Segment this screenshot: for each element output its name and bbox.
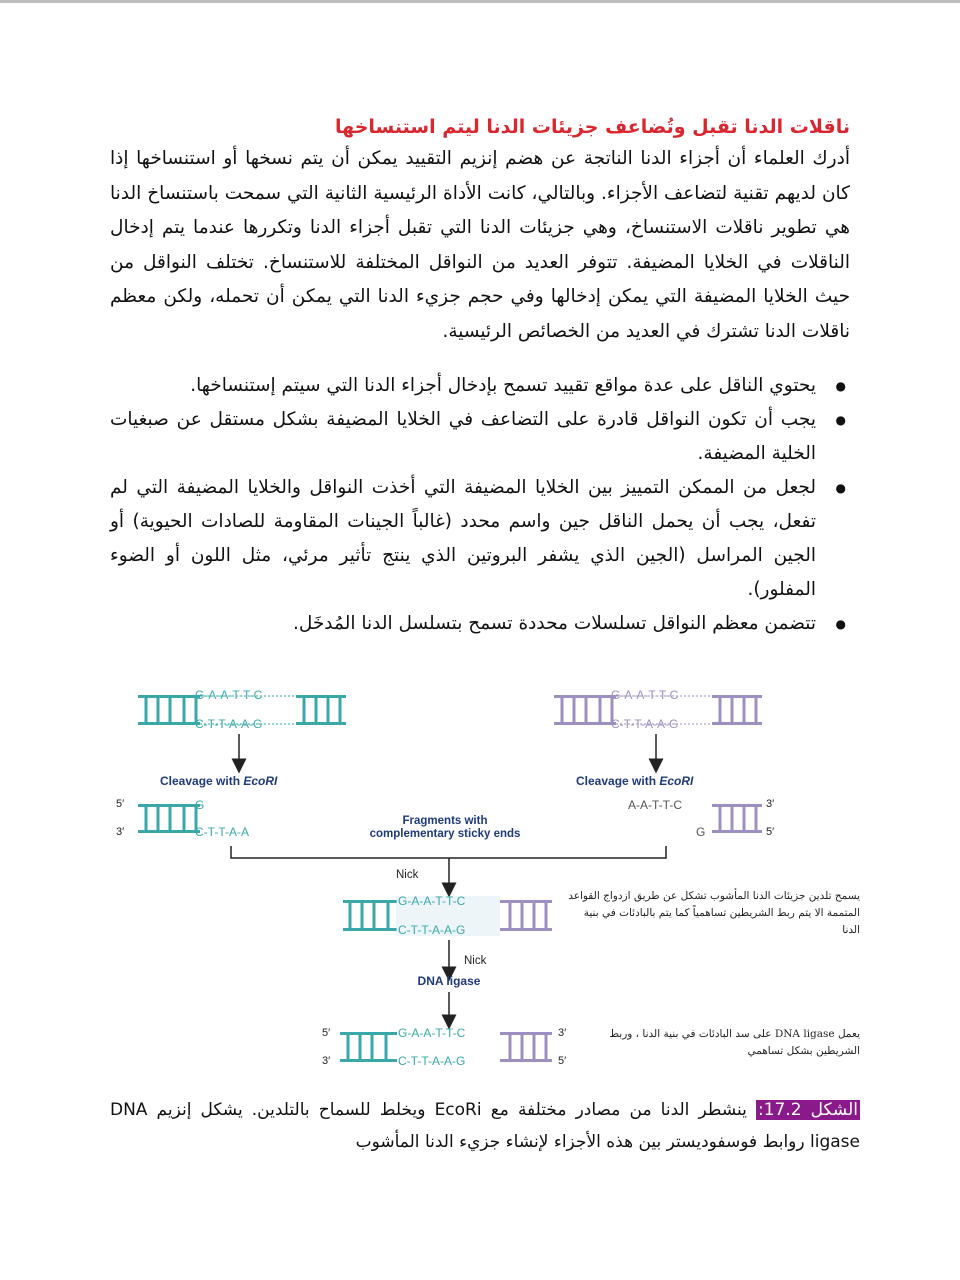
svg-text:C-T-T-A-A: C-T-T-A-A (195, 825, 249, 839)
bottom-sequence: C-T-T-A-A-G (195, 717, 263, 731)
intro-paragraph: أدرك العلماء أن أجزاء الدنا الناتجة عن هضم إنزيم التقييد يمكن أن يتم نسخها أو استنساخها إذا كان لديهم تقنية لتضاعف الأجزاء. وبالتالي، كانت الأداة الرئيسية الثانية التي سمحت باستنساخ الدنا هي تطوير ناقلات الاستنساخ، وهي جزيئات الدنا التي تقبل أجزاء الدنا وتكررها عندما يتم إدخال الناقلات في الخلايا المضيفة. تتوفر العديد من النواقل المختلفة للاستنساخ. تختلف النواقل من حيث الخلايا المضيفة التي يمكن إدخالها وفي حجم جزيء الدنا التي يمكن أن تحمله، ولكن معظم ناقلات الدنا تشترك في العديد من الخصائص الرئيسية. (110, 148, 850, 342)
svg-text:5′: 5′ (558, 1055, 567, 1067)
bottom-sequence: C-T-T-A-A-G (611, 717, 679, 731)
nick-label-bottom: Nick (464, 955, 487, 967)
nick-label-top: Nick (396, 869, 419, 881)
svg-text:C-T-T-A-A-G: C-T-T-A-A-G (398, 923, 466, 937)
list-item: ● يحتوي الناقل على عدة مواقع تقييد تسمح بإدخال أجزاء الدنا التي سيتم إستنساخها. (110, 369, 850, 403)
caption-label: الشكل 17.2: (757, 1100, 858, 1120)
svg-text:3′: 3′ (322, 1055, 331, 1067)
list-item: ● تتضمن معظم النواقل تسلسلات محددة تسمح بتسلسل الدنا المُدخَل. (110, 607, 850, 641)
ligated-dna (322, 1026, 566, 1068)
svg-text:5′: 5′ (116, 798, 125, 810)
fragments-label-line1: Fragments with (402, 815, 488, 827)
figure-diagram (100, 678, 870, 1078)
ecori-ligation-figure (100, 678, 870, 1078)
section-heading: ناقلات الدنا تقبل وتُضاعف جزيئات الدنا ليتم استنساخها (335, 116, 850, 138)
svg-text:G-A-A-T-T-C: G-A-A-T-T-C (398, 1026, 466, 1040)
list-item: ● يجب أن تكون النواقل قادرة على التضاعف في الخلايا المضيفة بشكل مستقل عن صبغيات الخلية المضيفة. (110, 403, 850, 471)
svg-text:G: G (696, 825, 706, 839)
left-fragment (116, 798, 249, 839)
figure-caption (110, 1094, 860, 1158)
list-item: ● لجعل من الممكن التمييز بين الخلايا المضيفة التي أخذت النواقل والخلايا المضيفة التي لم تفعل، يجب أن يحمل الناقل جين واسم محدد (غالباً الجينات المقاومة للصادات الحيوية) أو الجين المراسل (الجين الذي يشفر البروتين الذي ينتج تأثير مرئي، مثل اللون أو الضوء المفلور). (110, 471, 850, 607)
svg-text:3′: 3′ (558, 1027, 567, 1039)
annealing-note: يسمح تلدين جزيئات الدنا المأشوب تشكل عن طريق ازدواج القواعد المتممة الا يتم ربط الشريطين تساهمياً كما يتم بالبادئات في بنية الدنا (568, 890, 860, 936)
ligase-label: DNA ligase (417, 974, 481, 988)
svg-text:G: G (195, 798, 205, 812)
svg-text:G-A-A-T-T-C: G-A-A-T-T-C (398, 894, 466, 908)
caption-text: ينشطر الدنا من مصادر مختلفة مع EcoRi ويخلط للسماح بالتلدين. يشكل إنزيم DNA ligase روابط فوسفوديستر بين هذه الأجزاء لإنشاء جزيء الدنا المأشوب (110, 1100, 860, 1152)
svg-text:5′: 5′ (766, 826, 775, 838)
svg-text:3′: 3′ (116, 826, 125, 838)
fragments-label-line2: complementary sticky ends (369, 828, 521, 840)
document-body (110, 112, 850, 641)
cleavage-label-right: Cleavage with EcoRI (576, 774, 694, 788)
svg-text:A-A-T-T-C: A-A-T-T-C (628, 798, 682, 812)
cleavage-label-left: Cleavage with EcoRI (160, 774, 278, 788)
svg-text:5′: 5′ (322, 1027, 331, 1039)
top-sequence: G-A-A-T-T-C (611, 688, 679, 702)
left-teal-dna (138, 688, 346, 731)
right-purple-dna (554, 688, 762, 731)
properties-list (110, 369, 850, 641)
right-fragment (628, 798, 774, 839)
page-top-border (0, 0, 960, 3)
ligase-note: يعمل DNA ligase على سد البادئات في بنية الدنا ، وربط الشريطين بشكل تساهمي (609, 1028, 860, 1057)
annealed-dna (343, 894, 552, 937)
svg-text:3′: 3′ (766, 798, 775, 810)
svg-text:C-T-T-A-A-G: C-T-T-A-A-G (398, 1054, 466, 1068)
top-sequence: G-A-A-T-T-C (195, 688, 263, 702)
